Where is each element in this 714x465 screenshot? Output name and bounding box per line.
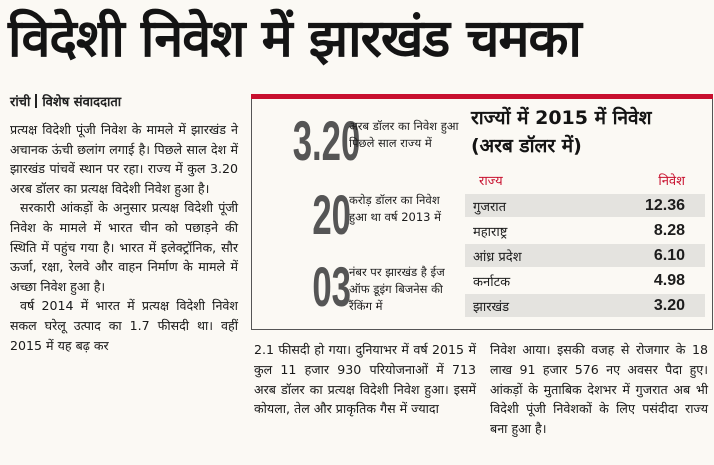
row-value: 6.10 <box>653 246 685 264</box>
table-row <box>465 294 705 317</box>
stat-text: अरब डॉलर का निवेश हुआ पिछले साल राज्य में <box>349 119 459 150</box>
paragraph-3: वर्ष 2014 में भारत में प्रत्यक्ष विदेशी निवेश सकल घरेलू उत्पाद का 1.7 फीसदी था। वहीं 2015 में यह बढ़ कर <box>10 298 238 353</box>
table-title-line-1: राज्यों में 2015 में निवेश <box>471 107 652 129</box>
table-row <box>465 269 705 292</box>
header-state: राज्य <box>479 174 503 189</box>
row-value: 12.36 <box>644 196 685 214</box>
stat-number: 20 <box>312 183 351 246</box>
paragraph-1: प्रत्यक्ष विदेशी पूंजी निवेश के मामले में झारखंड ने अचानक ऊंची छलांग लगाई है। पिछले साल देश में झारखंड पांचवें स्थान पर रहा। राज्य में कुल 3.20 अरब डॉलर का प्रत्यक्ष विदेशी निवेश हुआ है। <box>10 122 238 196</box>
stat-text: नंबर पर झारखंड है ईज ऑफ डूइंग बिजनेस की रैंकिंग में <box>349 265 445 313</box>
stat-text: करोड़ डॉलर का निवेश हुआ था वर्ष 2013 में <box>349 193 441 224</box>
byline-divider <box>35 94 37 108</box>
byline-reporter: विशेष संवाददाता <box>42 95 122 110</box>
stat-item <box>251 254 463 324</box>
article-column-2: 2.1 फीसदी हो गया। दुनियाभर में वर्ष 2015 में कुल 11 हजार 930 परियोजनाओं में 713 अरब डॉलर का प्रत्यक्ष विदेशी निवेश हुआ। इसमें कोयला, तेल और प्राकृतिक गैस में ज्यादा <box>254 342 476 417</box>
paragraph-2: सरकारी आंकड़ों के अनुसार प्रत्यक्ष विदेशी पूंजी निवेश के मामले में भारत चीन को पछाड़ने की स्थिति में पहुंच गया है। भारत में इलेक्ट्रॉनिक, सौर ऊर्जा, रक्षा, रेलवे और वाहन निर्माण के मामले में अच्छा निवेश हुआ है। <box>10 200 238 294</box>
header-investment: निवेश <box>658 174 685 189</box>
row-value: 3.20 <box>653 296 685 314</box>
row-state: आंध्र प्रदेश <box>473 249 522 265</box>
row-state: झारखंड <box>473 299 510 315</box>
byline-place: रांची <box>10 95 31 110</box>
article-column-3: निवेश आया। इसकी वजह से रोजगार के 18 लाख 91 हजार 576 नए अवसर पैदा हुए। आंकड़ों के मुताबिक देशभर में गुजरात अब भी विदेशी पूंजी निवेशकों के लिए पसंदीदा राज्य बना हुआ है। <box>490 342 708 437</box>
stat-number: 03 <box>312 255 351 318</box>
stat-item <box>251 108 463 178</box>
table-row <box>465 219 705 242</box>
row-state: कर्नाटक <box>473 274 511 290</box>
row-value: 4.98 <box>653 271 685 289</box>
table-header <box>465 172 705 192</box>
table-row <box>465 244 705 267</box>
stat-number: 3.20 <box>292 109 361 172</box>
stat-item <box>251 182 463 252</box>
row-state: गुजरात <box>473 199 507 215</box>
table-row <box>465 194 705 217</box>
article-column-1 <box>10 120 238 355</box>
headline: विदेशी निवेश में झारखंड चमका <box>8 9 581 69</box>
row-value: 8.28 <box>653 221 685 239</box>
investment-table <box>465 104 705 326</box>
key-stats <box>251 104 463 334</box>
table-title-line-2: (अरब डॉलर में) <box>471 135 582 157</box>
byline <box>10 92 121 110</box>
row-state: महाराष्ट्र <box>473 224 508 240</box>
